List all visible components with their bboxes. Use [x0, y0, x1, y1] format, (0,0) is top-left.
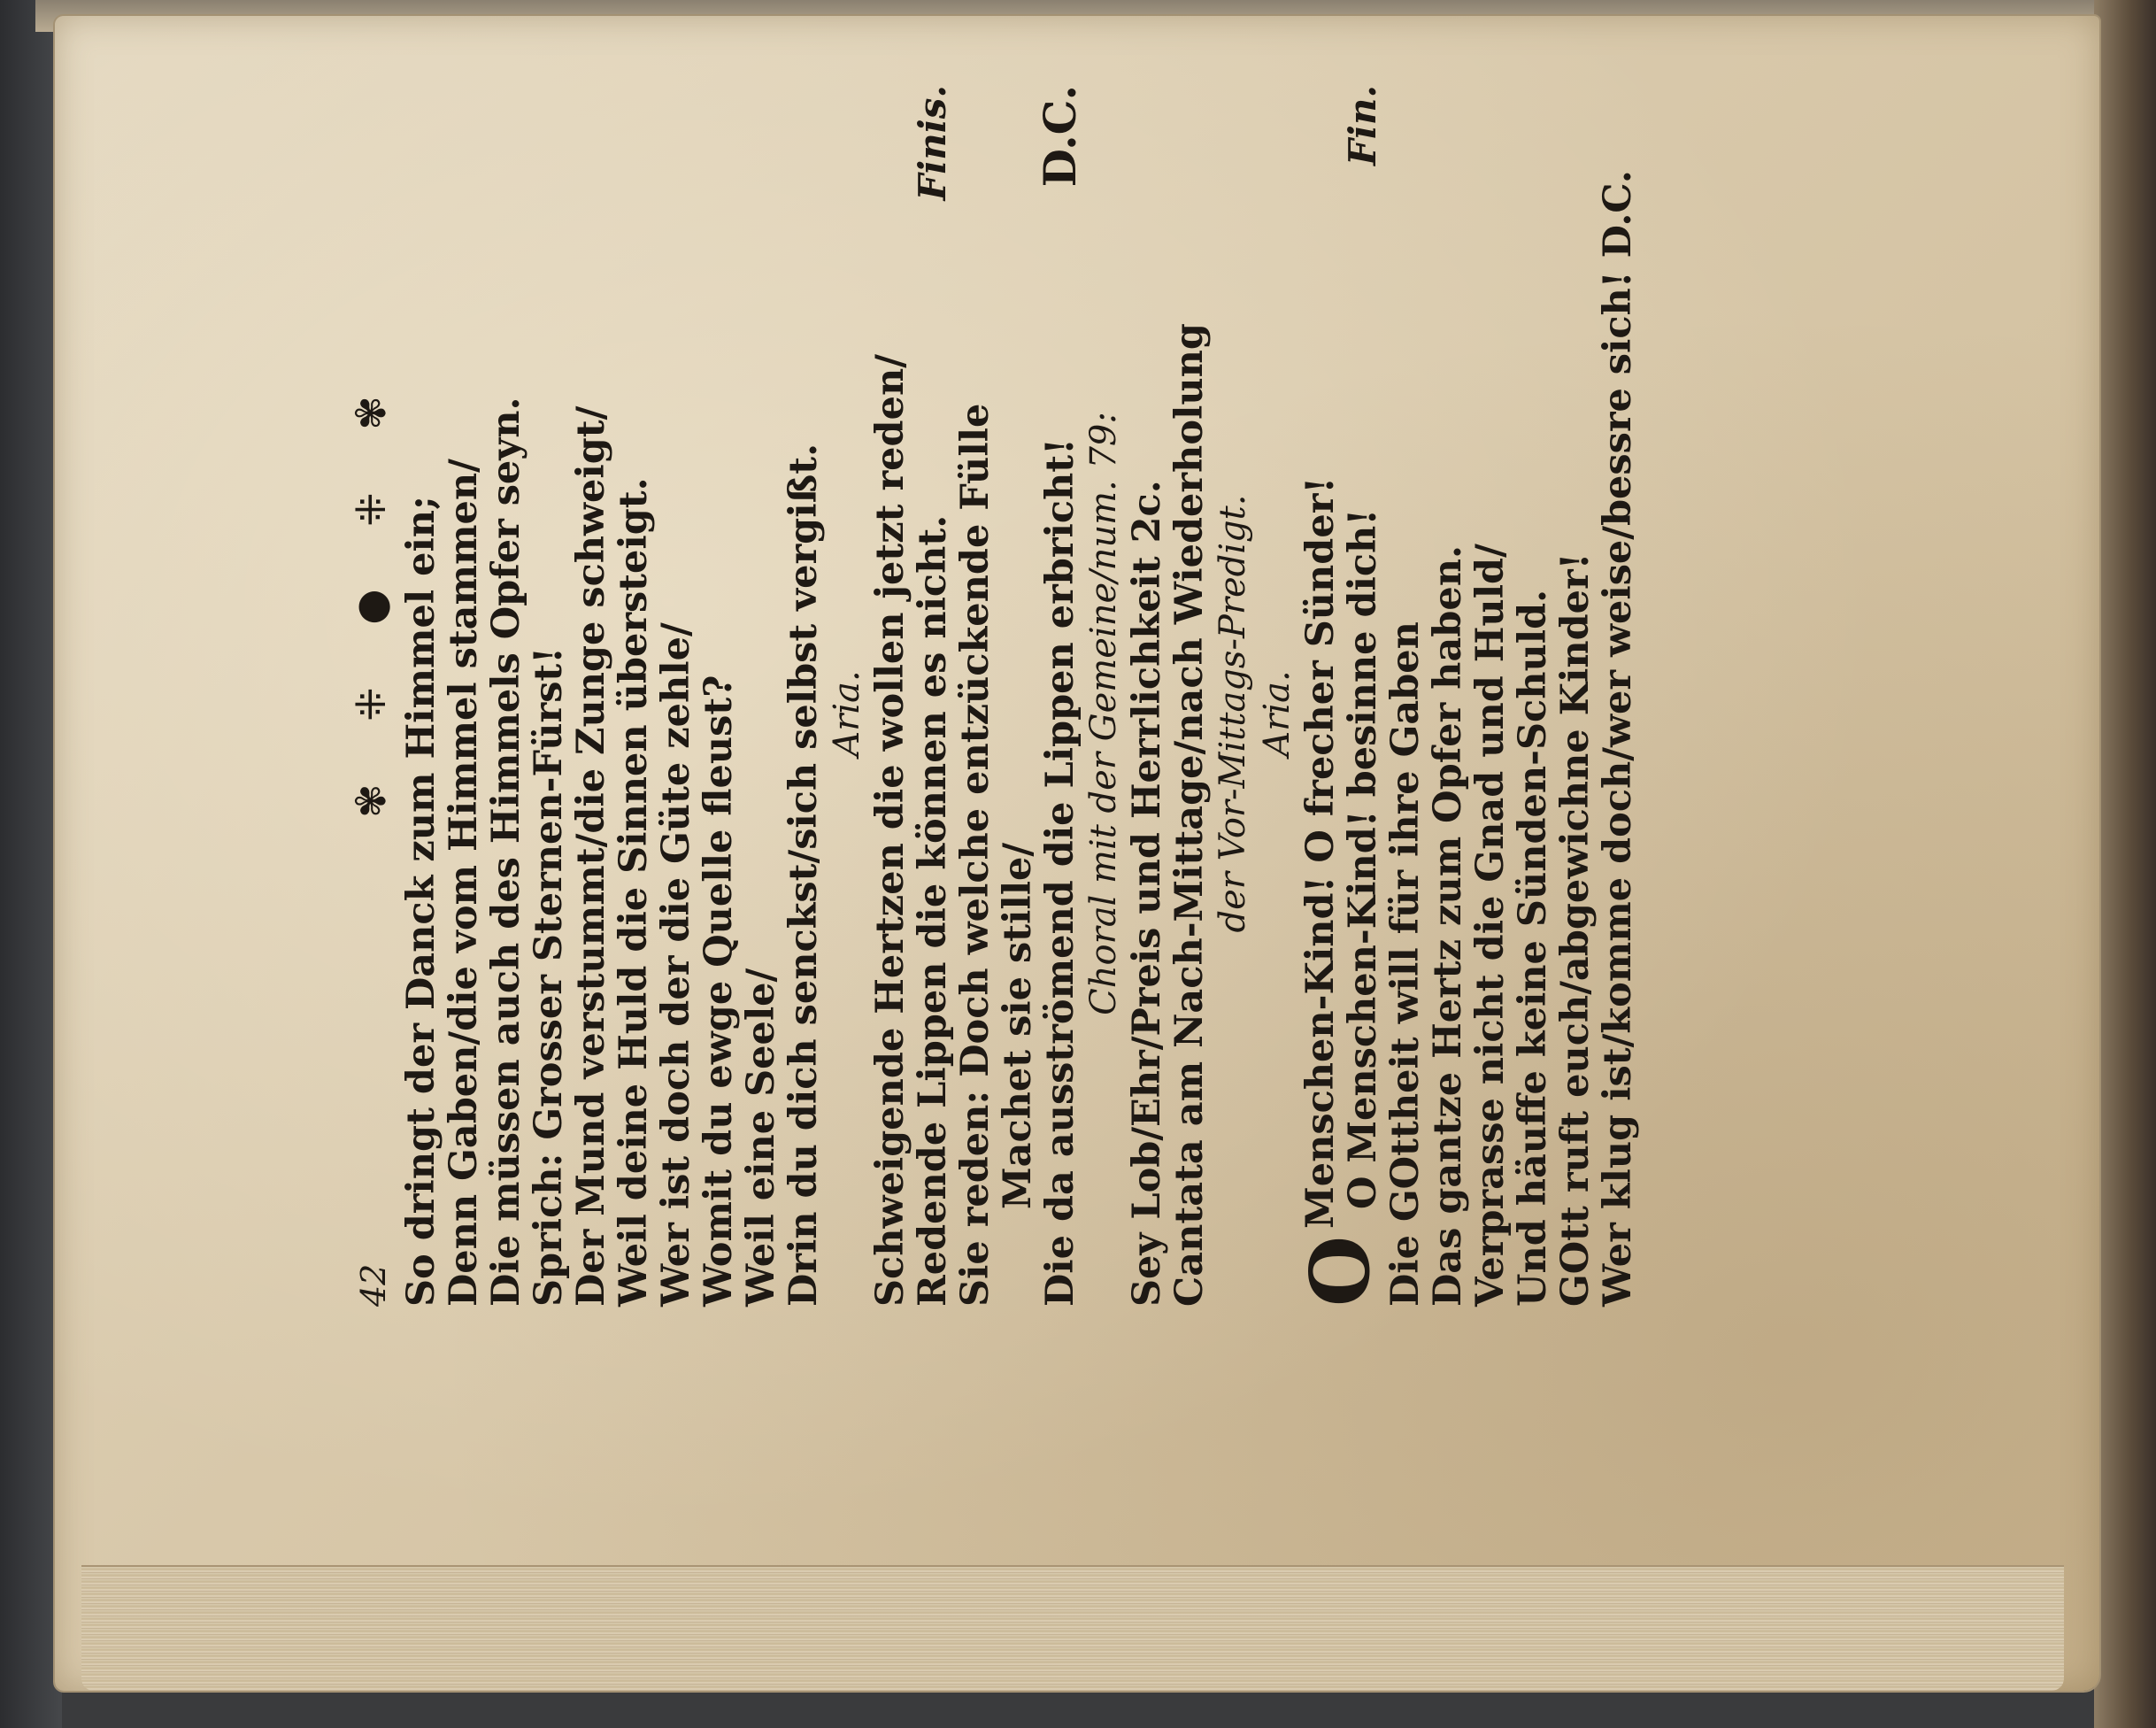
verse-line-text: O Menschen-Kind! besinne dich! [1341, 508, 1385, 1209]
verse-line: Und häuffe keine Sünden-Schuld. [1511, 589, 1555, 1307]
ornament-icon: ✾ ⁜ ● ⁜ ✾ [347, 371, 395, 818]
aria-heading: Aria. [827, 670, 867, 757]
aria-1 [868, 85, 1086, 1307]
verse-line [1034, 85, 1086, 1307]
verse-line: Die müssen auch des Himmels Opfer seyn. [484, 397, 528, 1307]
fin-mark: Fin. [1341, 85, 1384, 166]
printed-text-rotated [347, 85, 1640, 1307]
verse-line: Wer klug ist/komme doch/wer weise/bessre sich! D.C. [1596, 170, 1640, 1307]
book-spine [2094, 0, 2156, 1728]
verse-line: So dringt der Danck zum Himmel ein; [399, 496, 443, 1307]
verse-line: Der Mund verstummt/die Zunge schweigt/ [569, 405, 613, 1307]
cantata-subheading: der Vor-Mittags-Predigt. [1213, 494, 1253, 933]
verse-line: Weil deine Huld die Sinnen übersteigt. [612, 477, 656, 1307]
verse-line: Denn Gaben/die vom Himmel stammen/ [442, 459, 486, 1307]
verse-line: Schweigende Hertzen die wollen jetzt reden/ [868, 354, 912, 1307]
aria-2 [1292, 85, 1640, 1307]
verse-line: Sprich: Grosser Sternen-Fürst! [527, 646, 571, 1307]
verse-line [912, 85, 954, 1307]
verse-line-text: Redende Lippen die können es nicht. [911, 514, 955, 1307]
verse-line: Machet sie stille/ [996, 842, 1040, 1209]
page-header [347, 85, 400, 1307]
verse-line [1342, 85, 1384, 1307]
verse-section-1 [400, 85, 825, 1307]
book-page [55, 16, 2099, 1691]
page-number: 42 [354, 1263, 393, 1307]
verse-line: GOtt ruft euch/abgewichne Kinder! [1553, 552, 1598, 1307]
verse-line-text: Menschen-Kind! O frecher Sünder! [1298, 476, 1343, 1229]
verse-line: Die GOttheit will für ihre Gaben [1383, 621, 1428, 1307]
verse-line: Womit du ewge Quelle fleust? [697, 675, 741, 1307]
page-fore-edge [81, 1565, 2064, 1691]
verse-line-text: Die da ausströmend die Lippen erbricht! [1038, 437, 1082, 1307]
decorated-initial: O [1292, 1235, 1388, 1307]
aria-heading: Aria. [1257, 670, 1297, 757]
verse-line: Das gantze Hertz zum Opfer haben. [1426, 545, 1470, 1307]
verse-line: Weil eine Seele/ [739, 968, 783, 1307]
verse-line: Wer ist doch der die Güte zehle/ [654, 622, 698, 1307]
verse-line: Drin du dich senckst/sich selbst vergißt. [782, 443, 826, 1307]
choral-line: Sey Lob/Ehr/Preis und Herrlichkeit 2c. [1125, 480, 1169, 1307]
finis-mark: Finis. [911, 85, 954, 201]
cantata-heading: Cantata am Nach-Mittage/nach Wiederholung [1167, 323, 1212, 1307]
verse-line: Verprasse nicht die Gnad und Huld/ [1468, 544, 1513, 1307]
da-capo-mark: D.C. [1034, 85, 1086, 188]
verse-line: Sie reden: Doch welche entzückende Fülle [953, 403, 997, 1307]
choral-heading: Choral mit der Gemeine/num. 79: [1083, 412, 1124, 1015]
background-left [0, 0, 62, 1728]
